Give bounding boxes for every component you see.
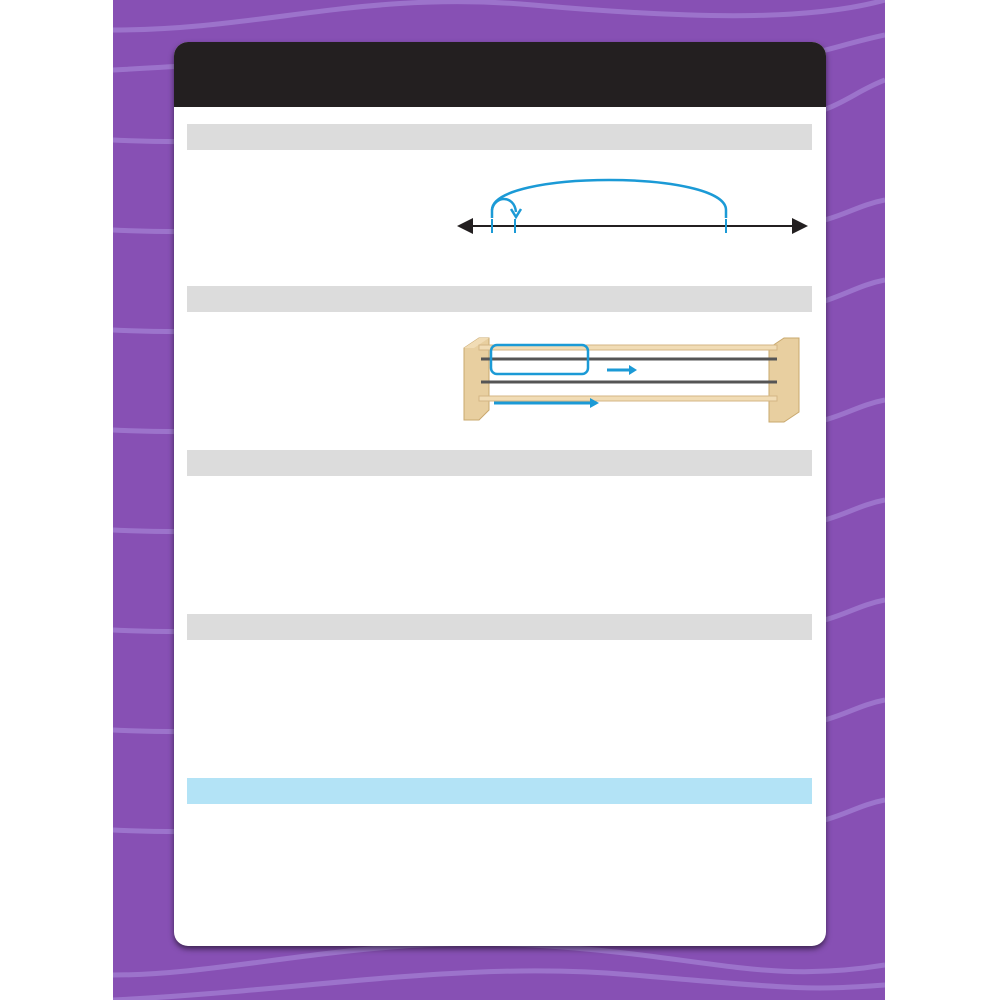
page-title [174, 42, 826, 107]
card-header [174, 42, 826, 107]
rekenrek-diagram [459, 332, 804, 427]
section-bar-get-to-ten [187, 286, 812, 312]
section-bar-use-doubles [187, 614, 812, 640]
move-arrowhead-top [629, 365, 637, 375]
rekenrek-right-post [769, 338, 799, 422]
number-line-diagram [454, 170, 814, 265]
section-bar-use-ten-and-adjust [187, 124, 812, 150]
rekenrek-bottom-rail [479, 396, 777, 401]
jump-10-arc [492, 180, 726, 218]
ten-frame-diagram [472, 507, 790, 593]
strategy-card [174, 42, 826, 946]
teacher-notes-bar [187, 778, 812, 804]
section-bar-five-ten-structure [187, 450, 812, 476]
